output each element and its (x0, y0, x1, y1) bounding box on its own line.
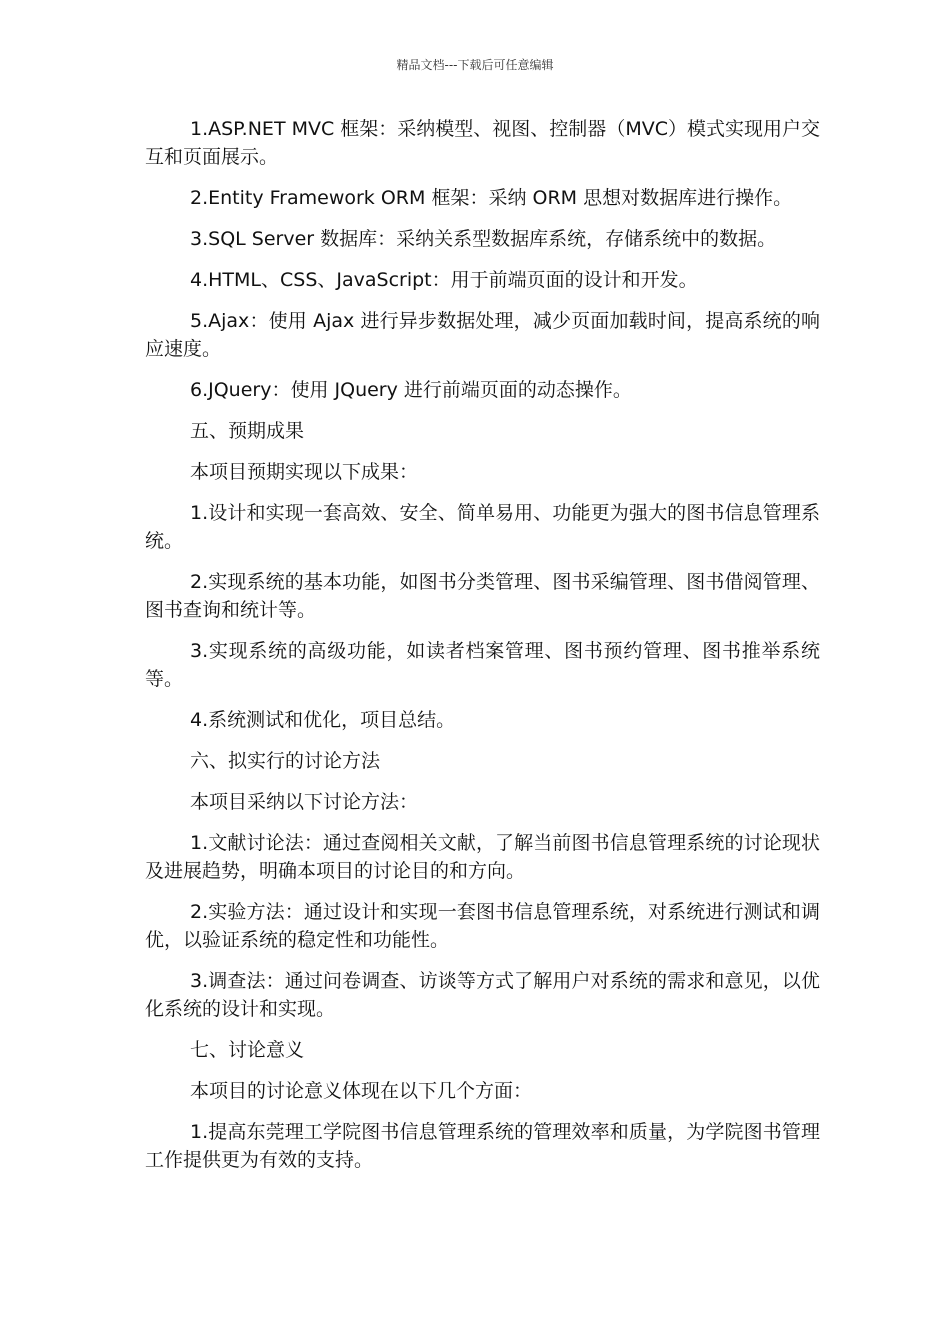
paragraph-result-4: 4.系统测试和优化，项目总结。 (190, 709, 456, 731)
paragraph-significance-intro: 本项目的讨论意义体现在以下几个方面： (190, 1080, 533, 1102)
paragraph-tech-frontend: 4.HTML、CSS、JavaScript：用于前端页面的设计和开发。 (190, 269, 698, 291)
paragraph-significance-1: 1.提高东莞理工学院图书信息管理系统的管理效率和质量，为学院图书管理工作提供更为有效的支持。 (145, 1121, 820, 1171)
paragraph-tech-jquery: 6.JQuery：使用 JQuery 进行前端页面的动态操作。 (190, 379, 632, 401)
paragraph-methods-intro: 本项目采纳以下讨论方法： (190, 791, 419, 813)
document-body (145, 115, 820, 1187)
paragraph-result-3: 3.实现系统的高级功能，如读者档案管理、图书预约管理、图书推举系统等。 (145, 640, 820, 690)
paragraph-method-3: 3.调查法：通过问卷调查、访谈等方式了解用户对系统的需求和意见，以优化系统的设计和实现。 (145, 970, 820, 1020)
paragraph-result-2: 2.实现系统的基本功能，如图书分类管理、图书采编管理、图书借阅管理、图书查询和统计等。 (145, 571, 820, 621)
paragraph-results-intro: 本项目预期实现以下成果： (190, 461, 419, 483)
section-heading-methods: 六、拟实行的讨论方法 (190, 750, 381, 772)
paragraph-tech-sqlserver: 3.SQL Server 数据库：采纳关系型数据库系统，存储系统中的数据。 (190, 228, 777, 250)
page-header: 精品文档---下载后可任意编辑 (396, 58, 554, 72)
paragraph-method-1: 1.文献讨论法：通过查阅相关文献，了解当前图书信息管理系统的讨论现状及进展趋势，明确本项目的讨论目的和方向。 (145, 832, 820, 882)
paragraph-tech-mvc: 1.ASP.NET MVC 框架：采纳模型、视图、控制器（MVC）模式实现用户交互和页面展示。 (145, 118, 820, 168)
paragraph-tech-ajax: 5.Ajax：使用 Ajax 进行异步数据处理，减少页面加载时间，提高系统的响应速度。 (145, 310, 820, 360)
section-heading-significance: 七、讨论意义 (190, 1039, 305, 1061)
section-heading-expected-results: 五、预期成果 (190, 420, 305, 442)
paragraph-method-2: 2.实验方法：通过设计和实现一套图书信息管理系统，对系统进行测试和调优，以验证系统的稳定性和功能性。 (145, 901, 820, 951)
paragraph-tech-ef: 2.Entity Framework ORM 框架：采纳 ORM 思想对数据库进行操作。 (190, 187, 793, 209)
paragraph-result-1: 1.设计和实现一套高效、安全、简单易用、功能更为强大的图书信息管理系统。 (145, 502, 820, 552)
